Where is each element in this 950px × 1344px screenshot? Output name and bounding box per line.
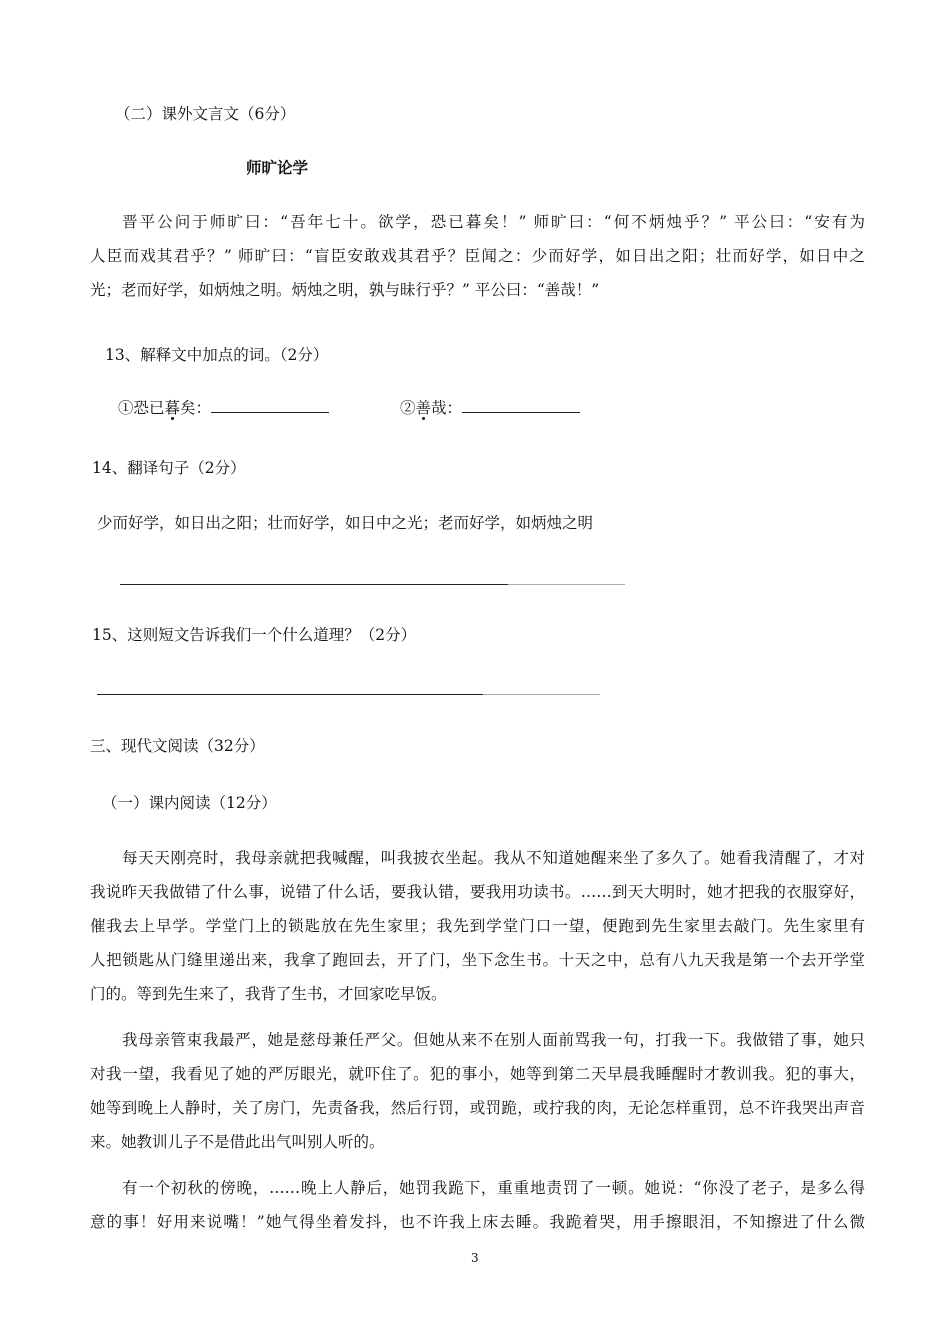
q13-item-2-suffix: 哉： <box>431 399 463 417</box>
modern-line: 每天天刚亮时，我母亲就把我喊醒，叫我披衣坐起。我从不知道她醒来坐了多久了。她看我清醒了，才对 <box>122 849 865 867</box>
question-15: 15、这则短文告诉我们一个什么道理？（2分） <box>92 626 417 644</box>
modern-line: 催我去上早学。学堂门上的锁匙放在先生家里；我先到学堂门口一望，便跑到先生家里去敲门。先生家里有 <box>90 917 865 935</box>
modern-line: 有一个初秋的傍晚，……晚上人静后，她罚我跪下，重重地责罚了一顿。她说：“你没了老子，是多么得 <box>122 1179 865 1197</box>
page-number: 3 <box>471 1251 479 1265</box>
article-title: 师旷论学 <box>246 159 309 177</box>
section-header-classical: （二）课外文言文（6分） <box>115 105 296 123</box>
modern-line: 意的事！好用来说嘴！”她气得坐着发抖，也不许我上床去睡。我跪着哭，用手擦眼泪，不知擦进了什么微 <box>90 1213 865 1231</box>
answer-blank-2[interactable] <box>462 398 580 413</box>
modern-line: 我说昨天我做错了什么事，说错了什么话，要我认错，要我用功读书。……到天大明时，她才把我的衣服穿好， <box>90 883 865 901</box>
classical-line: 人臣而戏其君乎？” 师旷曰：“盲臣安敢戏其君乎？臣闻之：少而好学，如日出之阳；壮而好学，如日中之 <box>90 247 865 265</box>
q13-item-2-prefix: ② <box>400 399 416 417</box>
q13-item-2 <box>400 396 580 418</box>
modern-line: 人把锁匙从门缝里递出来，我拿了跑回去，开了门，坐下念生书。十天之中，总有八九天我是第一个去开学堂 <box>90 951 865 969</box>
modern-line: 门的。等到先生来了，我背了生书，才回家吃早饭。 <box>90 985 447 1003</box>
modern-paragraph-3 <box>90 1171 865 1239</box>
modern-line: 我母亲管束我最严，她是慈母兼任严父。但她从来不在别人面前骂我一句，打我一下。我做错了事，她只 <box>122 1031 865 1049</box>
q13-item-1-suffix: 矣： <box>180 399 212 417</box>
modern-paragraph-2 <box>90 1023 865 1159</box>
modern-line: 来。她教训儿子不是借此出气叫别人听的。 <box>90 1133 385 1151</box>
classical-line: 光；老而好学，如炳烛之明。炳烛之明，孰与昧行乎？” 平公曰：“善哉！” <box>90 281 600 299</box>
sub1-header: （一）课内阅读（12分） <box>102 794 277 812</box>
classical-line: 晋平公问于师旷曰：“吾年七十。欲学，恐已暮矣！” 师旷曰：“何不炳烛乎？” 平公曰：“安有为 <box>122 213 865 231</box>
part3-header: 三、现代文阅读（32分） <box>90 737 265 755</box>
answer-line-14[interactable] <box>120 584 625 585</box>
modern-line: 对我一望，我看见了她的严厉眼光，就吓住了。犯的事小，她等到第二天早晨我睡醒时才教训我。犯的事大， <box>90 1065 865 1083</box>
q13-item-1-prefix: ①恐已 <box>118 399 165 417</box>
question-13: 13、解释文中加点的词。（2分） <box>105 346 329 364</box>
q13-item-1 <box>118 396 329 418</box>
q14-sentence: 少而好学，如日出之阳；壮而好学，如日中之光；老而好学，如炳烛之明 <box>97 514 594 532</box>
answer-line-15[interactable] <box>97 694 600 695</box>
modern-line: 她等到晚上人静时，关了房门，先责备我，然后行罚，或罚跪，或拧我的肉，无论怎样重罚，总不许我哭出声音 <box>90 1099 865 1117</box>
dotted-word-2: 善 <box>415 399 432 417</box>
dotted-word-1: 暮 <box>164 399 181 417</box>
classical-text <box>90 205 865 307</box>
answer-blank-1[interactable] <box>211 398 329 413</box>
modern-paragraph-1 <box>90 841 865 1011</box>
question-14: 14、翻译句子（2分） <box>92 459 246 477</box>
